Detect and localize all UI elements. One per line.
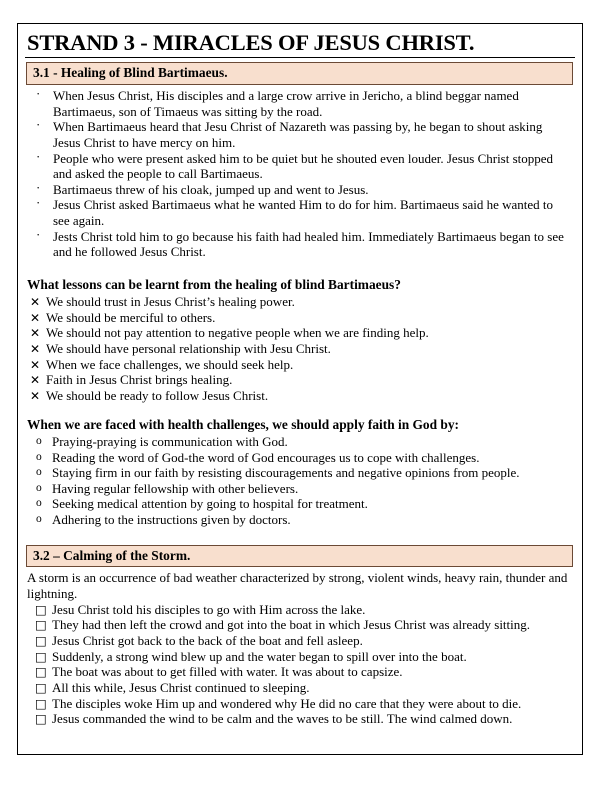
list-item: [25, 119, 571, 150]
box-bullet-icon: □: [35, 601, 47, 617]
list-item: [25, 357, 571, 373]
list-item-text: Bartimaeus threw of his cloak, jumped up and went to Jesus.: [53, 181, 369, 197]
list-item: [25, 465, 571, 481]
list-item: [25, 512, 571, 528]
list-item-text: We should have personal relationship with Jesu Christ.: [46, 341, 331, 357]
box-bullet-icon: □: [35, 711, 47, 727]
list-item-text: Jesus Christ asked Bartimaeus what he wanted Him to do for him. Bartimaeus said he wanted to see again.: [53, 197, 554, 229]
list-item: [25, 696, 571, 712]
list-item: [25, 481, 571, 497]
narrative-list-3-1: [25, 85, 575, 260]
storm-events-list: [25, 602, 575, 727]
box-bullet-icon: □: [35, 617, 47, 633]
dot-bullet-icon: ·: [36, 195, 41, 211]
list-item-text: All this while, Jesus Christ continued to sleeping.: [52, 679, 310, 695]
circle-bullet-icon: o: [36, 434, 42, 447]
cross-bullet-icon: ✕: [30, 295, 41, 310]
cross-bullet-icon: ✕: [30, 326, 41, 341]
document-page: [17, 23, 583, 755]
title-divider: [25, 57, 575, 58]
list-item: [25, 341, 571, 357]
list-item: [25, 664, 571, 680]
list-item-text: The disciples woke Him up and wondered why He did no care that they were about to die.: [52, 695, 522, 711]
circle-bullet-icon: o: [36, 466, 42, 479]
circle-bullet-icon: o: [36, 497, 42, 510]
box-bullet-icon: □: [35, 664, 47, 680]
list-item: [25, 388, 571, 404]
section-heading-3-2: 3.2 – Calming of the Storm.: [26, 545, 573, 568]
list-item: [25, 617, 571, 633]
dot-bullet-icon: ·: [36, 85, 41, 101]
list-item: [25, 372, 571, 388]
cross-bullet-icon: ✕: [30, 373, 41, 388]
box-bullet-icon: □: [35, 632, 47, 648]
dot-bullet-icon: ·: [36, 179, 41, 195]
list-item-text: When Bartimaeus heard that Jesu Christ of Nazareth was passing by, he began to shout asking Jesus Christ to have mercy on him.: [53, 119, 543, 150]
list-item: [25, 711, 571, 727]
list-item-text: We should not pay attention to negative people when we are finding help.: [46, 325, 429, 341]
cross-bullet-icon: ✕: [30, 310, 41, 325]
list-item: [25, 649, 571, 665]
list-item: [25, 325, 571, 341]
cross-bullet-icon: ✕: [30, 357, 41, 372]
list-item-text: Having regular fellowship with other believers.: [52, 480, 299, 496]
list-item: [25, 85, 571, 119]
circle-bullet-icon: o: [36, 513, 42, 526]
list-item-text: Jests Christ told him to go because his faith had healed him. Immediately Bartimaeus began to see and he followed Jesus Christ.: [53, 228, 564, 260]
list-item-text: Staying firm in our faith by resisting discouragements and negative opinions from people.: [52, 465, 520, 481]
list-item-text: Adhering to the instructions given by doctors.: [52, 512, 291, 528]
list-item: [25, 496, 571, 512]
spacer: [25, 404, 575, 417]
list-item-text: The boat was about to get filled with water. It was about to capsize.: [52, 664, 403, 680]
list-item: [25, 148, 571, 182]
list-item-text: Reading the word of God-the word of God encourages us to cope with challenges.: [52, 449, 480, 465]
dot-bullet-icon: ·: [36, 148, 41, 164]
list-item-text: We should trust in Jesus Christ’s healing power.: [46, 294, 295, 310]
list-item-text: We should be ready to follow Jesus Christ.: [46, 388, 269, 404]
list-item: [25, 602, 571, 618]
application-heading: When we are faced with health challenges, we should apply faith in God by:: [27, 416, 460, 432]
application-list: [25, 434, 575, 528]
spacer: [25, 528, 575, 545]
list-item: [25, 197, 571, 228]
dot-bullet-icon: ·: [36, 117, 41, 133]
list-item-text: Jesus commanded the wind to be calm and the waves to be still. The wind calmed down.: [52, 711, 513, 727]
list-item-text: Jesus Christ got back to the back of the boat and fell asleep.: [52, 632, 363, 648]
list-item-text: Praying-praying is communication with God.: [52, 433, 288, 449]
circle-bullet-icon: o: [36, 481, 42, 494]
list-item-text: People who were present asked him to be quiet but he shouted even louder. Jesus Christ stopped and asked the people to call Bartimaeus.: [53, 150, 554, 182]
lessons-heading: What lessons can be learnt from the healing of blind Bartimaeus?: [27, 277, 401, 293]
list-item: [25, 633, 571, 649]
box-bullet-icon: □: [35, 695, 47, 711]
list-item: [25, 294, 571, 310]
section-heading-3-1: 3.1 - Healing of Blind Bartimaeus.: [26, 62, 573, 85]
list-item: [25, 179, 571, 198]
list-item: [25, 680, 571, 696]
cross-bullet-icon: ✕: [30, 342, 41, 357]
storm-definition: A storm is an occurrence of bad weather characterized by strong, violent winds, heavy rain, thunder and lightning.: [27, 570, 568, 602]
dot-bullet-icon: ·: [36, 226, 41, 242]
list-item-text: Seeking medical attention by going to hospital for treatment.: [52, 496, 368, 512]
list-item: [25, 434, 571, 450]
cross-bullet-icon: ✕: [30, 389, 41, 404]
list-item-text: They had then left the crowd and got into the boat in which Jesus Christ was already sitting.: [52, 617, 531, 633]
list-item-text: Faith in Jesus Christ brings healing.: [46, 372, 233, 388]
list-item-text: Jesu Christ told his disciples to go with Him across the lake.: [52, 601, 366, 617]
spacer: [25, 260, 575, 277]
list-item-text: We should be merciful to others.: [46, 309, 216, 325]
lessons-list: [25, 294, 575, 404]
list-item-text: When Jesus Christ, His disciples and a large crow arrive in Jericho, a blind beggar named Bartimaeus, son of Timaeus was sitting by the road.: [53, 87, 519, 119]
page-title: STRAND 3 - MIRACLES OF JESUS CHRIST.: [27, 30, 475, 55]
list-item: [25, 450, 571, 466]
list-item-text: Suddenly, a strong wind blew up and the water began to spill over into the boat.: [52, 648, 467, 664]
box-bullet-icon: □: [35, 679, 47, 695]
circle-bullet-icon: o: [36, 450, 42, 463]
box-bullet-icon: □: [35, 648, 47, 664]
list-item: [25, 226, 571, 260]
list-item-text: When we face challenges, we should seek help.: [46, 356, 294, 372]
list-item: [25, 310, 571, 326]
